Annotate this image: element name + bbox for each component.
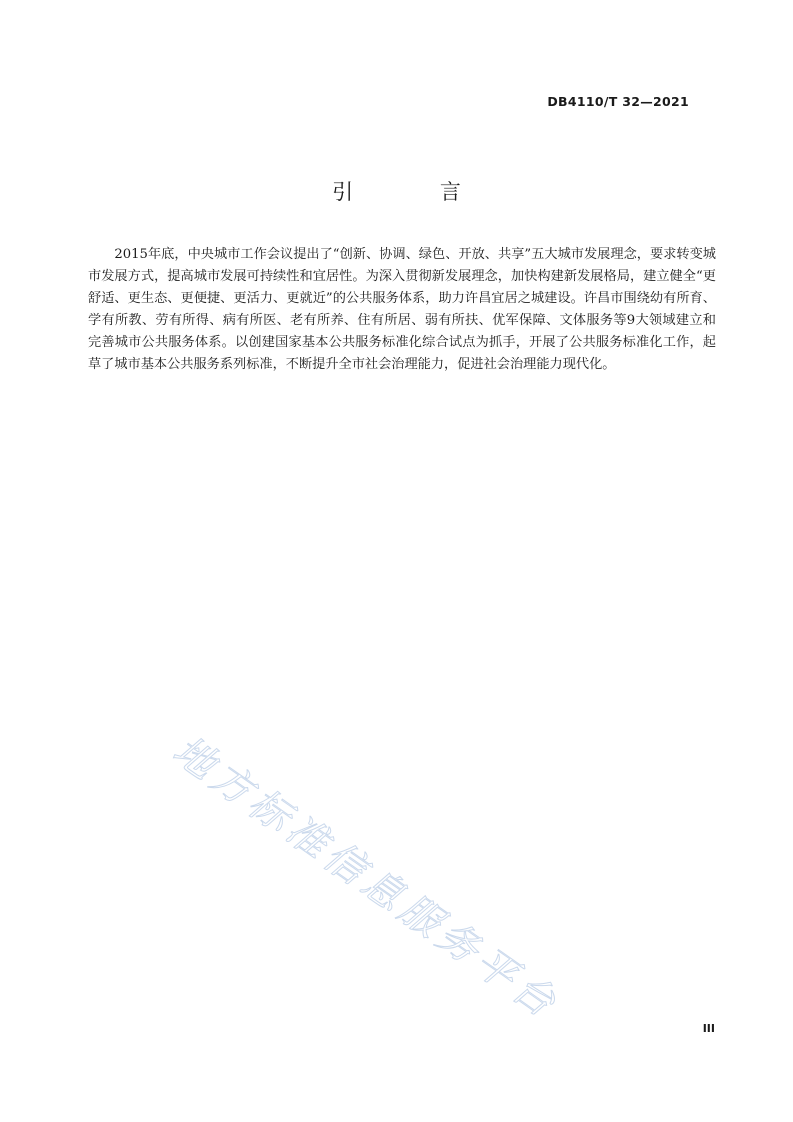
watermark: 地方标准信息服务平台 [164,727,568,1029]
section-title: 引 言 [332,180,501,204]
introduction-paragraph: 2015年底，中央城市工作会议提出了“创新、协调、绿色、开放、共享”五大城市发展理念，要求转变城市发展方式，提高城市发展可持续性和宜居性。为深入贯彻新发展理念，加快构建新发展格局，建立健全“更舒适、更生态、更便捷、更活力、更就近”的公共服务体系，助力许昌宜居之城建设。许昌市围绕幼有所育、学有所教、劳有所得、病有所医、老有所养、住有所居、弱有所扶、优军保障、文体服务等9大领域建立和完善城市公共服务体系。以创建国家基本公共服务标准化综合试点为抓手，开展了公共服务标准化工作，起草了城市基本公共服务系列标准，不断提升全市社会治理能力，促进社会治理能力现代化。 [88,247,716,372]
page-number: III [702,1022,715,1035]
standard-code: DB4110/T 32—2021 [547,94,689,109]
